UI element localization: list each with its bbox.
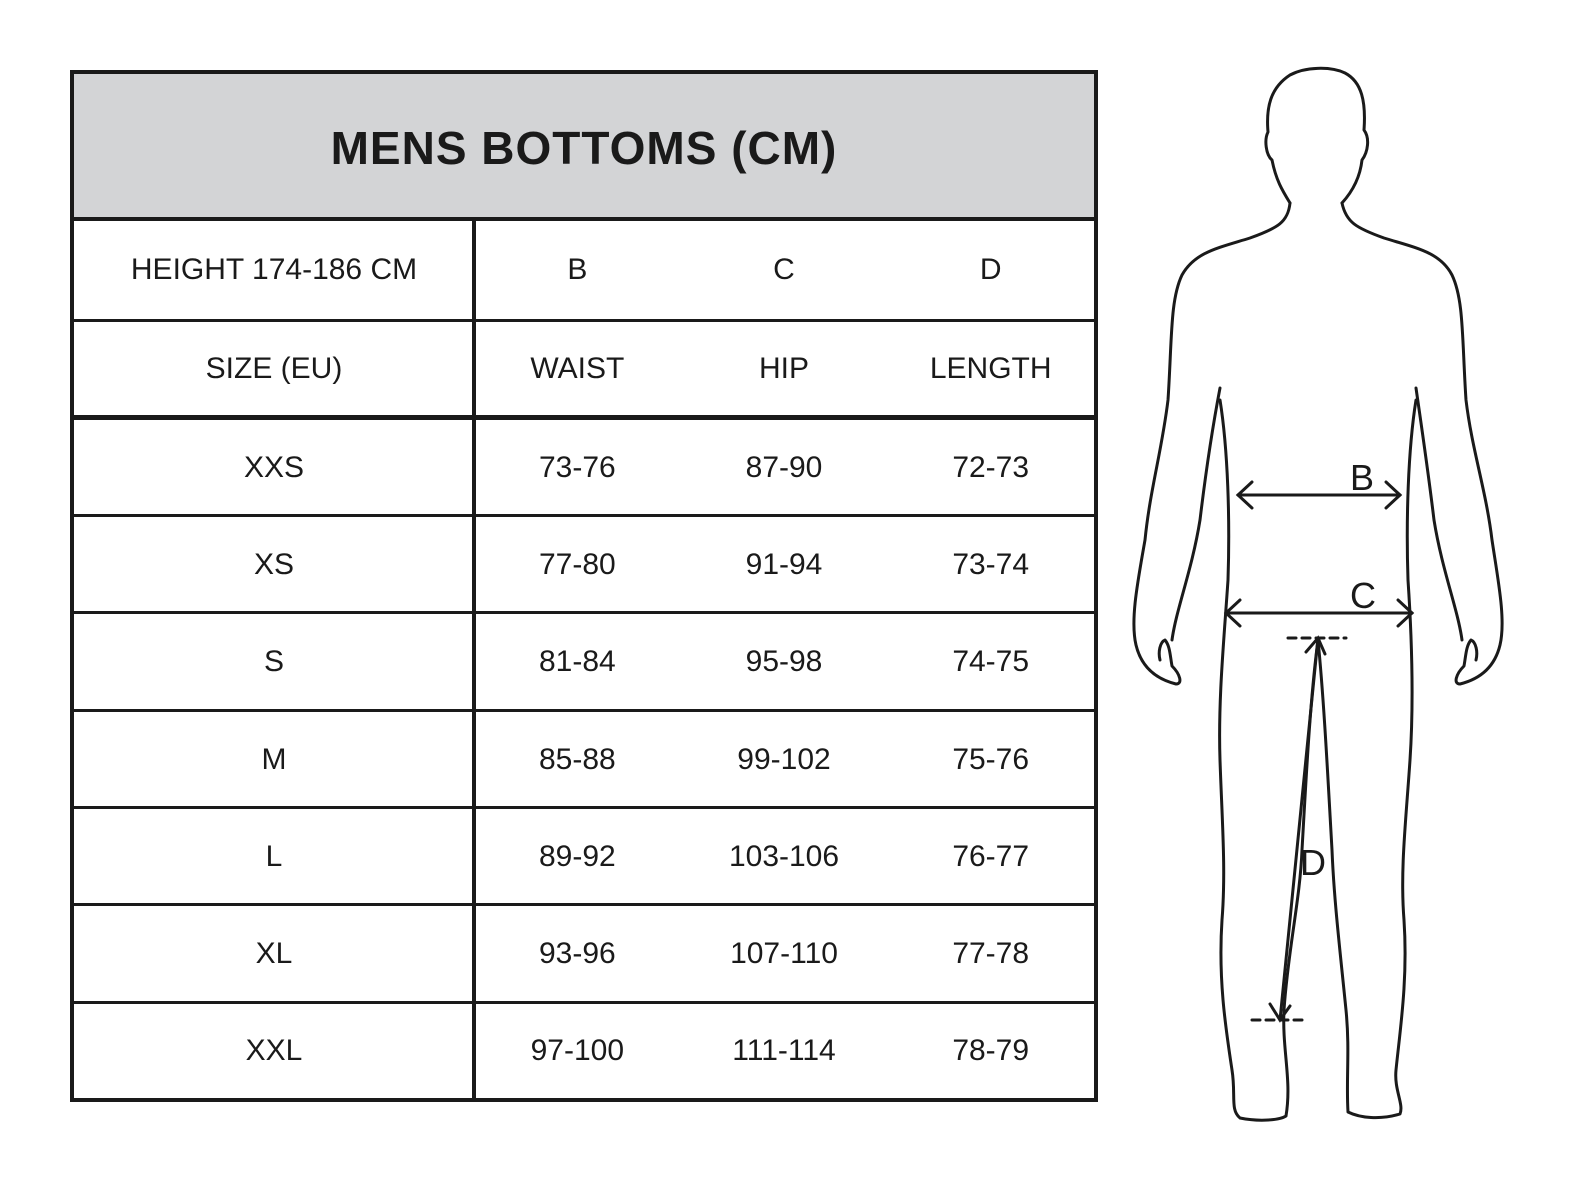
hip-cell: 111-114 xyxy=(732,1034,836,1067)
head-outline xyxy=(1266,68,1368,203)
left-inner-arm xyxy=(1172,388,1220,640)
waist-cell: 77-80 xyxy=(538,548,616,581)
size-cell: M xyxy=(261,743,287,776)
hip-cell: 95-98 xyxy=(745,645,823,678)
length-cell: 77-78 xyxy=(952,937,1030,970)
table-row xyxy=(74,1004,1094,1098)
hip-measure-arrow xyxy=(1226,600,1412,626)
table-title-bar xyxy=(74,74,1094,221)
waist-measure-arrow xyxy=(1238,482,1400,508)
waist-cell: 81-84 xyxy=(538,645,616,678)
size-eu-label: SIZE (EU) xyxy=(205,352,343,385)
table-row xyxy=(74,906,1094,1002)
body-measurement-figure xyxy=(1110,40,1550,1150)
table-row xyxy=(74,420,1094,516)
column-letter-c: C xyxy=(773,253,795,286)
hip-cell: 87-90 xyxy=(745,451,823,484)
length-cell: 75-76 xyxy=(952,743,1030,776)
table-title: MENS BOTTOMS (CM) xyxy=(330,121,838,174)
hip-cell: 99-102 xyxy=(737,743,831,776)
waist-cell: 85-88 xyxy=(538,743,616,776)
waist-cell: 97-100 xyxy=(530,1034,625,1067)
column-letter-d: D xyxy=(979,253,1002,286)
waist-cell: 89-92 xyxy=(538,840,616,873)
column-name-length: LENGTH xyxy=(929,352,1052,385)
hip-cell: 103-106 xyxy=(728,840,840,873)
size-cell: L xyxy=(265,840,283,873)
label-c: C xyxy=(1350,575,1376,616)
table-row xyxy=(74,614,1094,710)
table-row xyxy=(74,809,1094,905)
length-cell: 74-75 xyxy=(952,645,1030,678)
hip-cell: 91-94 xyxy=(745,548,823,581)
size-cell: XS xyxy=(253,548,295,581)
length-cell: 76-77 xyxy=(952,840,1030,873)
hip-cell: 107-110 xyxy=(730,937,838,970)
header-row-names xyxy=(74,322,1094,416)
waist-cell: 73-76 xyxy=(538,451,616,484)
table-row xyxy=(74,517,1094,613)
size-chart-table xyxy=(70,70,1098,1102)
table-row xyxy=(74,712,1094,808)
length-cell: 72-73 xyxy=(952,451,1030,484)
column-name-hip: HIP xyxy=(759,352,810,385)
label-b: B xyxy=(1350,457,1375,498)
column-letter-b: B xyxy=(567,253,588,286)
waist-cell: 93-96 xyxy=(538,937,616,970)
size-cell: S xyxy=(263,645,284,678)
size-cell: XL xyxy=(255,937,293,970)
column-name-waist: WAIST xyxy=(530,352,625,385)
size-cell: XXL xyxy=(245,1034,303,1067)
right-leg-outline xyxy=(1318,400,1416,1118)
length-cell: 73-74 xyxy=(952,548,1030,581)
size-cell: XXS xyxy=(243,451,305,484)
length-cell: 78-79 xyxy=(952,1034,1030,1067)
left-leg-outline xyxy=(1220,400,1318,1120)
right-inner-arm xyxy=(1416,388,1462,640)
header-row-letters xyxy=(74,221,1094,319)
height-range-label: HEIGHT 174-186 CM xyxy=(130,253,418,286)
label-d: D xyxy=(1300,842,1326,883)
